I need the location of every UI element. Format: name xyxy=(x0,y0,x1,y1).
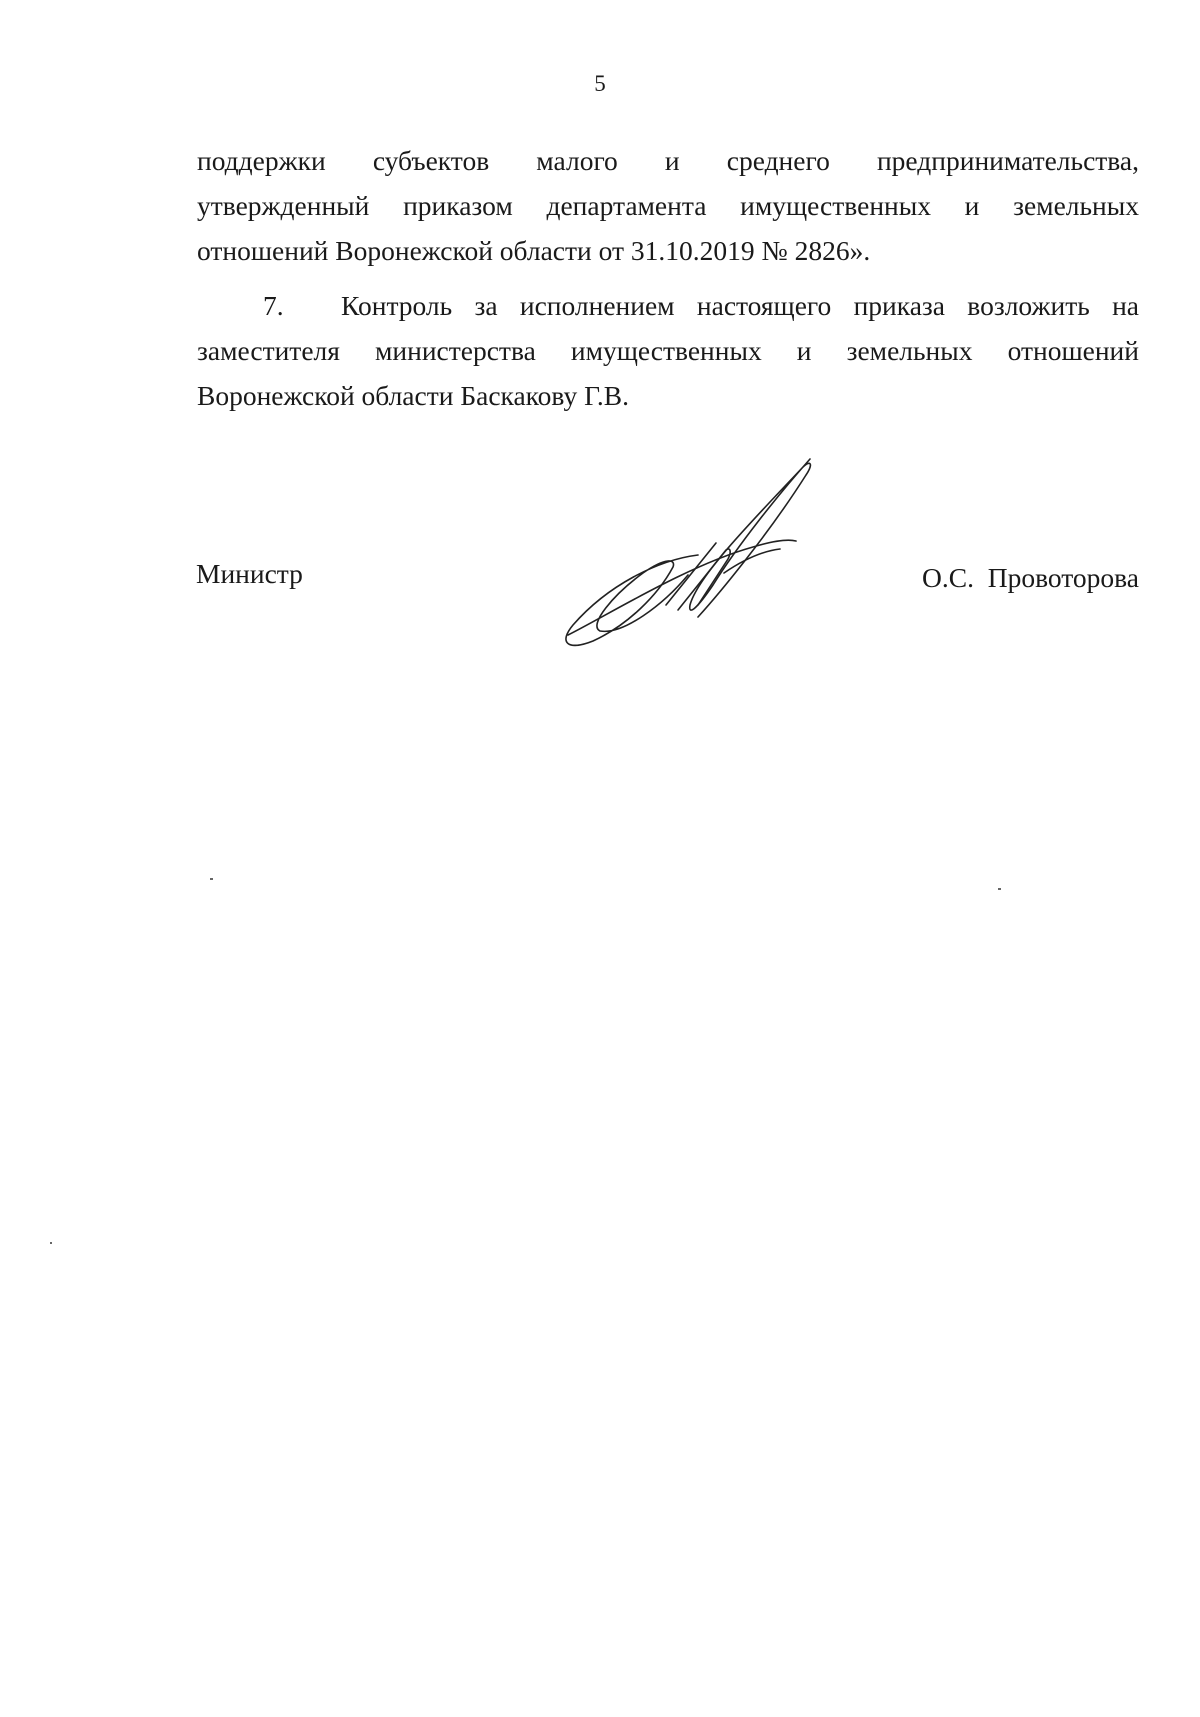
signatory-title: Министр xyxy=(196,558,303,589)
paragraph-line: утвержденный приказом департамента имущественных и земельных xyxy=(197,190,1139,221)
item-number: 7. xyxy=(263,290,284,321)
paragraph-line: отношений Воронежской области от 31.10.2019 № 2826». xyxy=(197,235,871,266)
item-7-first-line xyxy=(197,283,1139,328)
item-7-first-line-text: Контроль за исполнением настоящего приказа возложить на xyxy=(341,290,1139,321)
scan-speck xyxy=(998,888,1001,890)
paragraph-line: заместителя министерства имущественных и земельных отношений xyxy=(197,335,1139,366)
item-7-paragraph xyxy=(197,283,1139,418)
paragraph-line: Воронежской области Баскакову Г.В. xyxy=(197,380,629,411)
scan-speck xyxy=(210,878,213,880)
scan-speck xyxy=(50,1242,52,1244)
paragraph-continuation xyxy=(197,138,1139,273)
handwritten-signature xyxy=(548,455,833,655)
signatory-name: О.С. Провоторова xyxy=(922,562,1139,593)
paragraph-line: поддержки субъектов малого и среднего предпринимательства, xyxy=(197,145,1139,176)
page-number: 5 xyxy=(594,71,606,96)
